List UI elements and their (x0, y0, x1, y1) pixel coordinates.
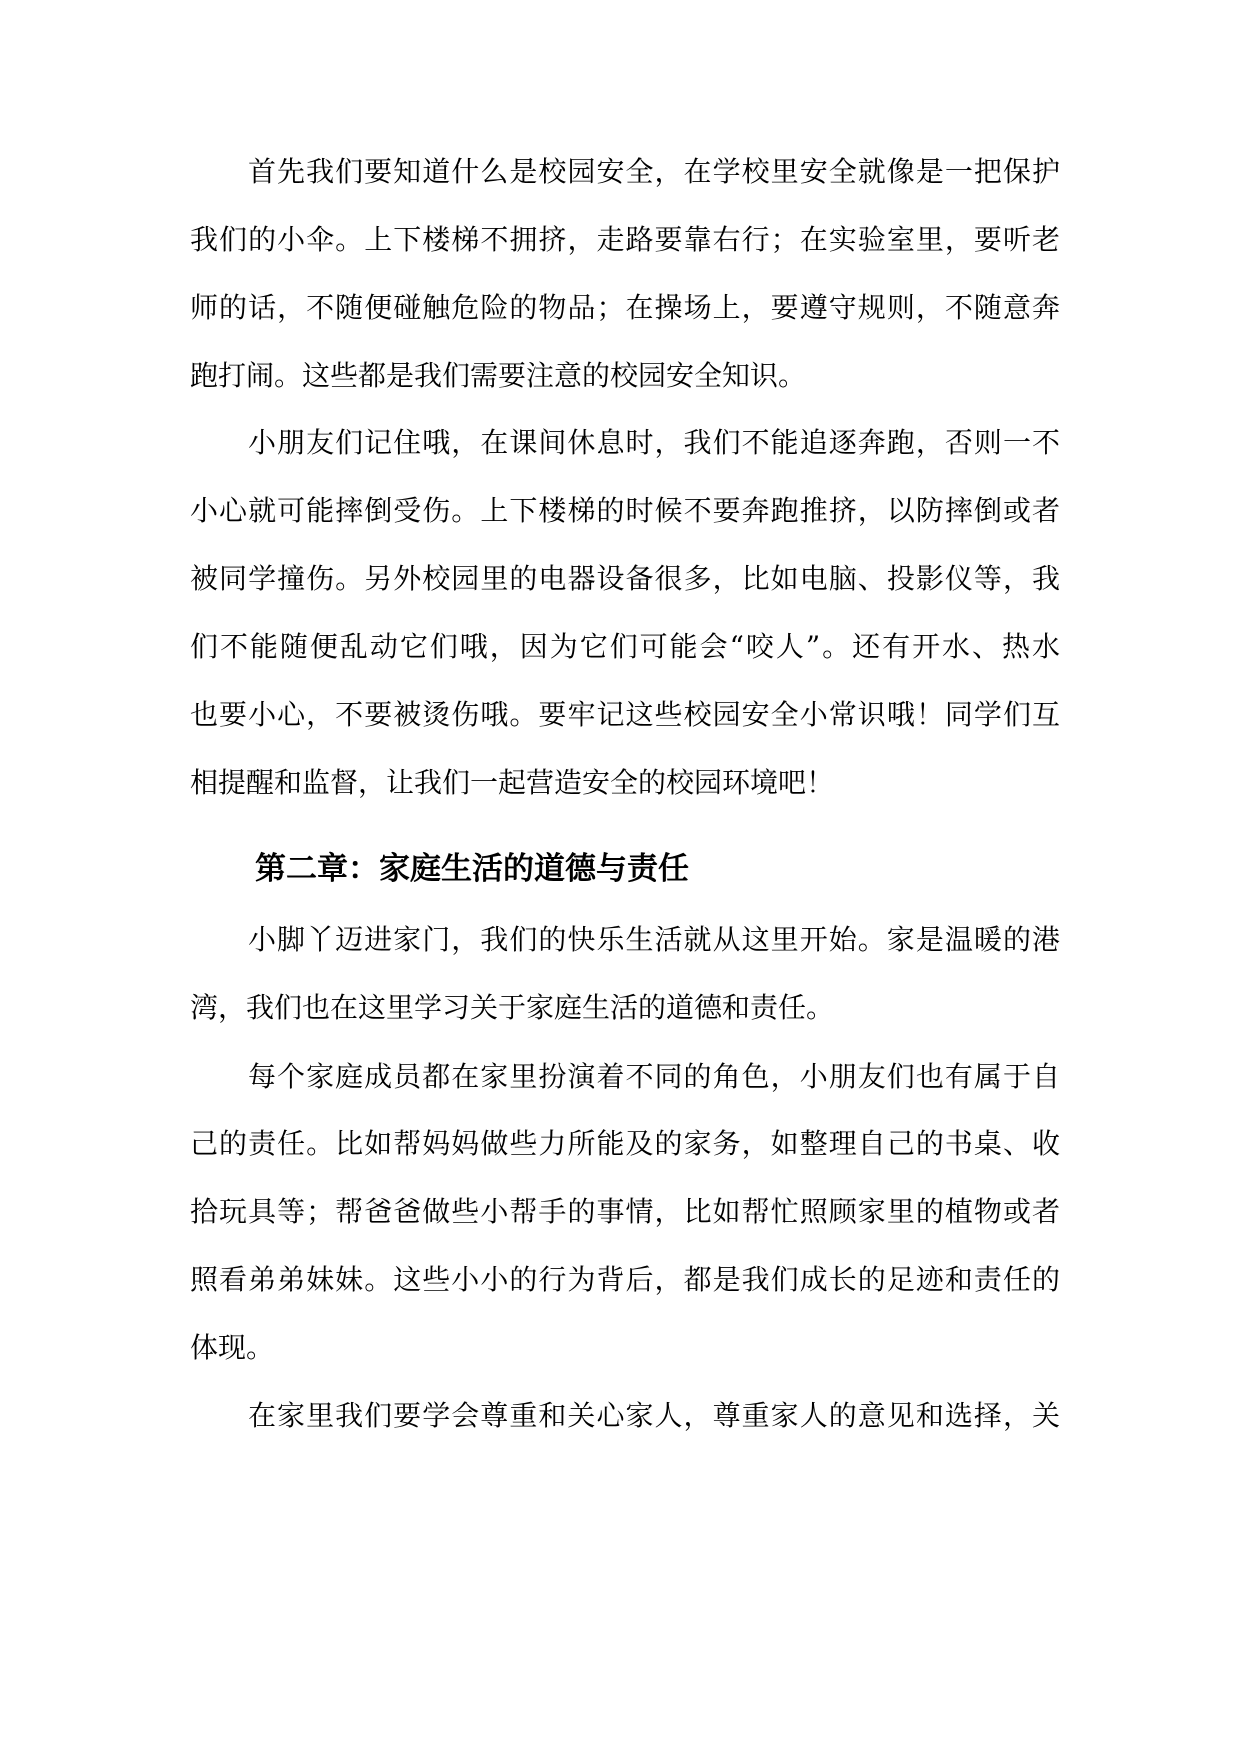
chapter-heading: 第二章：家庭生活的道德与责任 (255, 851, 689, 887)
paragraph-1-line-2: 我们的小伞。上下楼梯不拥挤，走路要靠右行；在实验室里，要听老 (190, 223, 1060, 256)
paragraph-1-line-1: 首先我们要知道什么是校园安全，在学校里安全就像是一把保护 (248, 155, 1060, 188)
paragraph-2-line-5: 也要小心，不要被烫伤哦。要牢记这些校园安全小常识哦！同学们互 (190, 698, 1060, 731)
paragraph-1-line-3: 师的话，不随便碰触危险的物品；在操场上，要遵守规则，不随意奔 (190, 291, 1060, 324)
chapter-paragraph-2-line-4: 照看弟弟妹妹。这些小小的行为背后，都是我们成长的足迹和责任的 (190, 1263, 1060, 1296)
chapter-paragraph-2-line-2: 己的责任。比如帮妈妈做些力所能及的家务，如整理自己的书桌、收 (190, 1127, 1060, 1160)
paragraph-2-line-4: 们不能随便乱动它们哦，因为它们可能会“咬人”。还有开水、热水 (190, 630, 1060, 663)
paragraph-2-line-2: 小心就可能摔倒受伤。上下楼梯的时候不要奔跑推挤，以防摔倒或者 (190, 494, 1060, 527)
chapter-paragraph-2-line-5: 体现。 (190, 1331, 275, 1364)
paragraph-1-line-4: 跑打闹。这些都是我们需要注意的校园安全知识。 (190, 359, 807, 392)
paragraph-2-line-3: 被同学撞伤。另外校园里的电器设备很多，比如电脑、投影仪等，我 (190, 562, 1060, 595)
paragraph-2-line-6: 相提醒和监督，让我们一起营造安全的校园环境吧！ (190, 766, 835, 799)
chapter-paragraph-1-line-2: 湾，我们也在这里学习关于家庭生活的道德和责任。 (190, 991, 835, 1024)
chapter-paragraph-2-line-1: 每个家庭成员都在家里扮演着不同的角色，小朋友们也有属于自 (248, 1060, 1060, 1093)
chapter-paragraph-3-line-1: 在家里我们要学会尊重和关心家人，尊重家人的意见和选择，关 (248, 1399, 1060, 1432)
chapter-paragraph-1-line-1: 小脚丫迈进家门，我们的快乐生活就从这里开始。家是温暖的港 (248, 923, 1060, 956)
chapter-paragraph-2-line-3: 拾玩具等；帮爸爸做些小帮手的事情，比如帮忙照顾家里的植物或者 (190, 1195, 1060, 1228)
paragraph-2-line-1: 小朋友们记住哦，在课间休息时，我们不能追逐奔跑，否则一不 (248, 426, 1060, 459)
